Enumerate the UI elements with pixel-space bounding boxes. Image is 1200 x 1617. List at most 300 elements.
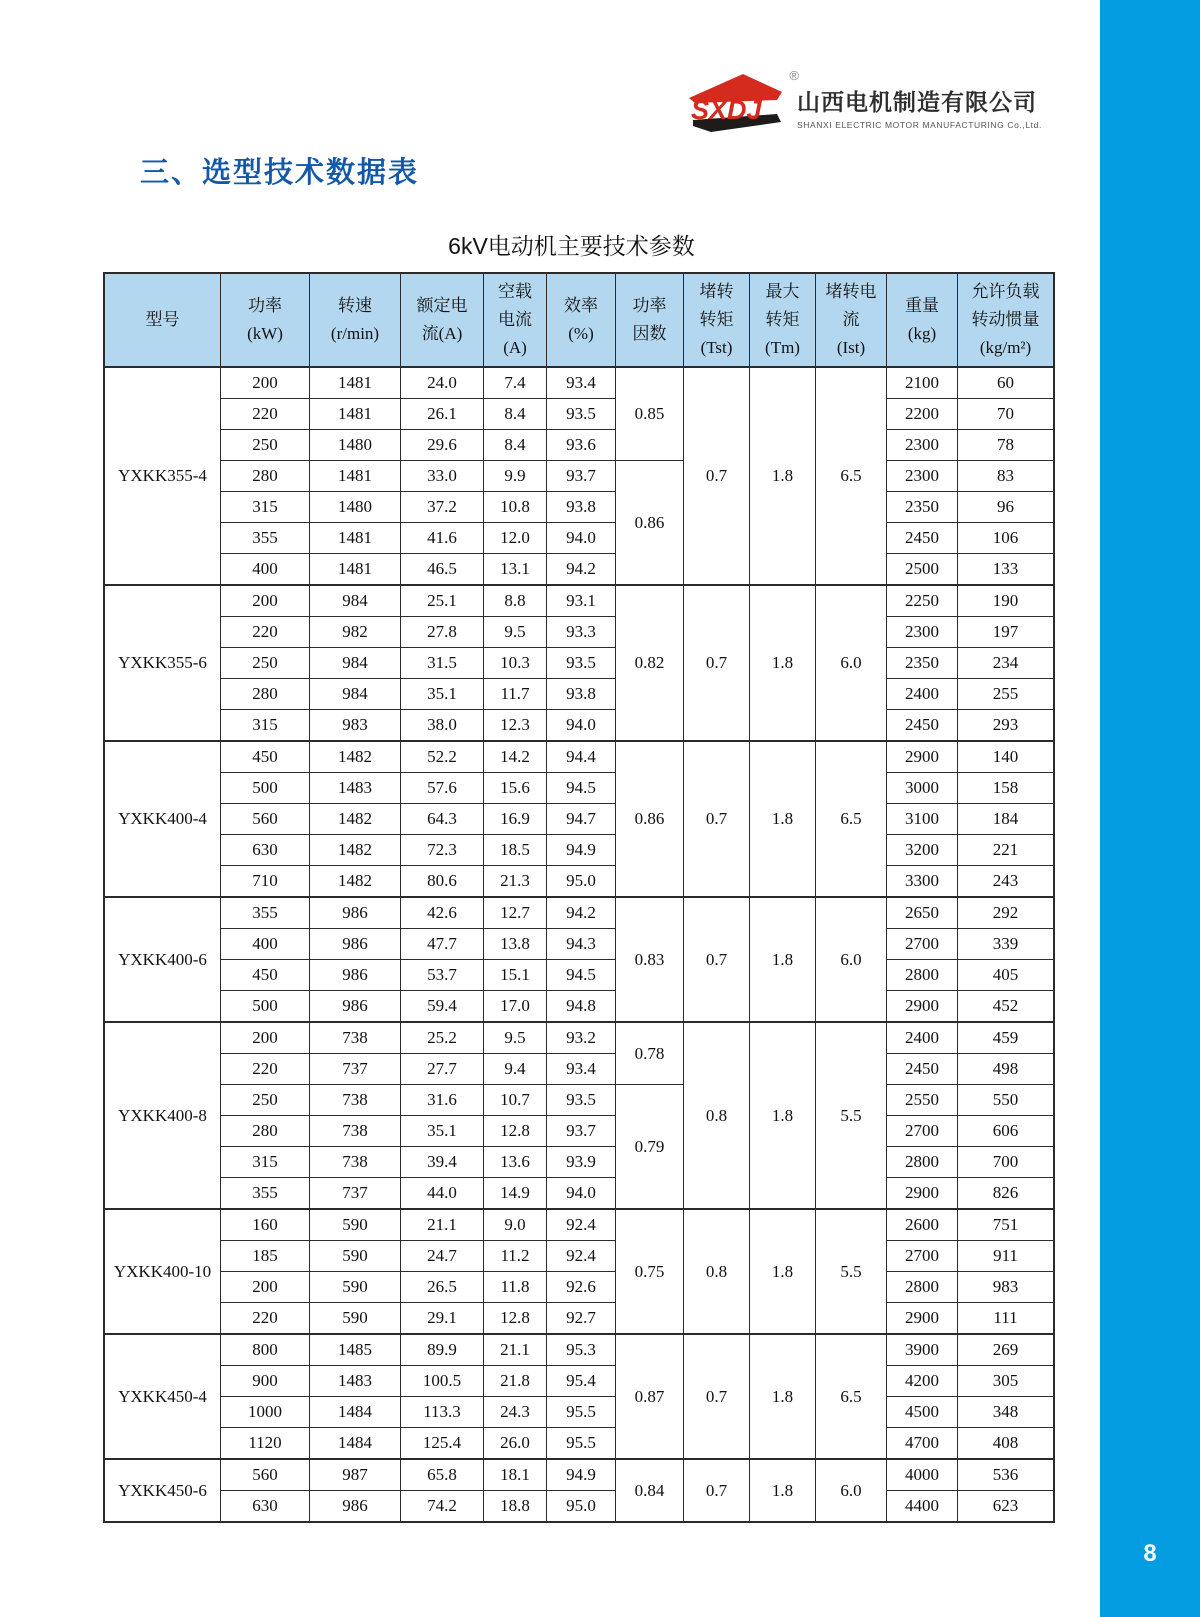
cell-weight: 2300 [887,617,958,648]
cell-power-kw: 200 [221,1022,310,1054]
column-header-1: 功率 (kW) [221,273,310,367]
cell-power-kw: 315 [221,1147,310,1178]
cell-inertia: 184 [958,804,1055,835]
sxdj-logo-icon [685,68,799,134]
cell-locked-rotor-current: 5.5 [816,1022,887,1209]
cell-rated-current: 25.1 [401,585,484,617]
table-row [104,1428,1054,1460]
cell-power-factor: 0.79 [616,1085,684,1210]
cell-rated-current: 25.2 [401,1022,484,1054]
cell-weight: 3900 [887,1334,958,1366]
cell-power-kw: 355 [221,523,310,554]
cell-power-kw: 250 [221,1085,310,1116]
cell-noload-current: 12.7 [484,897,547,929]
cell-noload-current: 8.8 [484,585,547,617]
cell-rated-current: 27.7 [401,1054,484,1085]
cell-power-kw: 185 [221,1241,310,1272]
cell-locked-rotor-current: 6.0 [816,585,887,741]
cell-noload-current: 12.3 [484,710,547,742]
cell-noload-current: 21.3 [484,866,547,898]
cell-rated-current: 72.3 [401,835,484,866]
cell-power-kw: 500 [221,773,310,804]
cell-weight: 2900 [887,741,958,773]
cell-locked-rotor-torque: 0.7 [684,897,750,1022]
cell-noload-current: 13.8 [484,929,547,960]
cell-weight: 2600 [887,1209,958,1241]
cell-weight: 2100 [887,367,958,399]
cell-rated-current: 24.7 [401,1241,484,1272]
cell-weight: 2650 [887,897,958,929]
cell-power-kw: 400 [221,554,310,586]
column-header-5: 效率 (%) [547,273,616,367]
table-row [104,960,1054,991]
cell-inertia: 255 [958,679,1055,710]
table-row [104,430,1054,461]
cell-rated-current: 42.6 [401,897,484,929]
cell-power-factor: 0.82 [616,585,684,741]
cell-locked-rotor-torque: 0.7 [684,367,750,585]
cell-noload-current: 26.0 [484,1428,547,1460]
cell-efficiency: 94.0 [547,710,616,742]
cell-noload-current: 15.1 [484,960,547,991]
cell-inertia: 96 [958,492,1055,523]
table-row [104,585,1054,617]
cell-weight: 4500 [887,1397,958,1428]
cell-power-kw: 250 [221,430,310,461]
cell-weight: 3200 [887,835,958,866]
cell-model: YXKK450-6 [104,1459,221,1522]
cell-rated-current: 74.2 [401,1491,484,1523]
table-row [104,710,1054,742]
cell-speed-rpm: 986 [310,960,401,991]
cell-inertia: 70 [958,399,1055,430]
cell-locked-rotor-current: 6.0 [816,897,887,1022]
cell-weight: 2900 [887,991,958,1023]
cell-noload-current: 15.6 [484,773,547,804]
cell-noload-current: 13.6 [484,1147,547,1178]
cell-model: YXKK355-6 [104,585,221,741]
cell-inertia: 292 [958,897,1055,929]
cell-speed-rpm: 1481 [310,523,401,554]
cell-power-factor: 0.84 [616,1459,684,1522]
cell-efficiency: 95.5 [547,1397,616,1428]
cell-efficiency: 93.5 [547,399,616,430]
cell-inertia: 83 [958,461,1055,492]
cell-speed-rpm: 1481 [310,367,401,399]
table-row [104,1272,1054,1303]
cell-weight: 4400 [887,1491,958,1523]
cell-inertia: 623 [958,1491,1055,1523]
cell-locked-rotor-torque: 0.7 [684,1459,750,1522]
cell-model: YXKK400-4 [104,741,221,897]
cell-rated-current: 29.6 [401,430,484,461]
cell-speed-rpm: 738 [310,1022,401,1054]
page-side-bar [1100,0,1200,1617]
cell-noload-current: 10.7 [484,1085,547,1116]
cell-speed-rpm: 590 [310,1303,401,1335]
cell-weight: 2450 [887,1054,958,1085]
cell-power-kw: 450 [221,960,310,991]
cell-noload-current: 8.4 [484,399,547,430]
table-title: 6kV电动机主要技术参数 [448,233,695,259]
cell-speed-rpm: 1485 [310,1334,401,1366]
column-header-8: 最大 转矩 (Tm) [750,273,816,367]
cell-noload-current: 9.5 [484,1022,547,1054]
cell-speed-rpm: 1481 [310,461,401,492]
cell-speed-rpm: 1480 [310,430,401,461]
cell-noload-current: 12.8 [484,1116,547,1147]
cell-rated-current: 100.5 [401,1366,484,1397]
table-row [104,897,1054,929]
cell-weight: 2900 [887,1303,958,1335]
cell-locked-rotor-current: 6.0 [816,1459,887,1522]
cell-max-torque: 1.8 [750,367,816,585]
cell-efficiency: 94.2 [547,897,616,929]
cell-power-kw: 315 [221,710,310,742]
cell-noload-current: 14.2 [484,741,547,773]
table-row [104,1022,1054,1054]
cell-inertia: 405 [958,960,1055,991]
table-row [104,1397,1054,1428]
cell-noload-current: 18.5 [484,835,547,866]
cell-noload-current: 11.2 [484,1241,547,1272]
cell-efficiency: 92.7 [547,1303,616,1335]
table-header-row [104,273,1054,367]
cell-inertia: 106 [958,523,1055,554]
cell-model: YXKK400-6 [104,897,221,1022]
cell-speed-rpm: 1480 [310,492,401,523]
cell-rated-current: 26.5 [401,1272,484,1303]
table-row [104,399,1054,430]
cell-noload-current: 21.8 [484,1366,547,1397]
cell-power-kw: 560 [221,804,310,835]
cell-rated-current: 64.3 [401,804,484,835]
cell-noload-current: 9.4 [484,1054,547,1085]
table-row [104,1491,1054,1523]
cell-max-torque: 1.8 [750,741,816,897]
column-header-0: 型号 [104,273,221,367]
table-row [104,804,1054,835]
column-header-9: 堵转电 流 (Ist) [816,273,887,367]
cell-locked-rotor-torque: 0.7 [684,741,750,897]
cell-speed-rpm: 1484 [310,1428,401,1460]
cell-rated-current: 38.0 [401,710,484,742]
cell-model: YXKK450-4 [104,1334,221,1459]
cell-speed-rpm: 982 [310,617,401,648]
cell-weight: 2300 [887,461,958,492]
table-row [104,866,1054,898]
cell-efficiency: 93.1 [547,585,616,617]
cell-rated-current: 59.4 [401,991,484,1023]
cell-efficiency: 93.7 [547,461,616,492]
company-logo [685,70,1042,134]
cell-weight: 2700 [887,1116,958,1147]
cell-power-kw: 800 [221,1334,310,1366]
column-header-2: 转速 (r/min) [310,273,401,367]
cell-power-factor: 0.75 [616,1209,684,1334]
cell-power-factor: 0.86 [616,461,684,586]
cell-inertia: 700 [958,1147,1055,1178]
cell-locked-rotor-torque: 0.8 [684,1209,750,1334]
cell-inertia: 269 [958,1334,1055,1366]
cell-speed-rpm: 984 [310,679,401,710]
table-row [104,1459,1054,1491]
company-name-cn: 山西电机制造有限公司 [797,89,1037,115]
cell-rated-current: 27.8 [401,617,484,648]
cell-weight: 2550 [887,1085,958,1116]
cell-noload-current: 9.0 [484,1209,547,1241]
cell-weight: 2900 [887,1178,958,1210]
cell-locked-rotor-torque: 0.7 [684,585,750,741]
cell-power-kw: 1000 [221,1397,310,1428]
cell-power-kw: 710 [221,866,310,898]
svg-text:SXDJ: SXDJ [691,95,762,125]
cell-weight: 2500 [887,554,958,586]
cell-inertia: 498 [958,1054,1055,1085]
company-name-en: SHANXI ELECTRIC MOTOR MANUFACTURING Co.,Ltd. [797,120,1042,130]
cell-efficiency: 94.5 [547,960,616,991]
cell-weight: 2200 [887,399,958,430]
cell-speed-rpm: 983 [310,710,401,742]
cell-power-kw: 200 [221,367,310,399]
table-row [104,1085,1054,1116]
cell-weight: 2450 [887,523,958,554]
cell-efficiency: 95.0 [547,866,616,898]
table-row [104,523,1054,554]
company-name-block [797,70,1042,130]
cell-rated-current: 47.7 [401,929,484,960]
cell-noload-current: 21.1 [484,1334,547,1366]
cell-power-kw: 280 [221,679,310,710]
cell-power-kw: 220 [221,1303,310,1335]
cell-noload-current: 10.3 [484,648,547,679]
cell-noload-current: 17.0 [484,991,547,1023]
cell-weight: 2450 [887,710,958,742]
cell-efficiency: 94.5 [547,773,616,804]
cell-efficiency: 93.4 [547,1054,616,1085]
cell-max-torque: 1.8 [750,1459,816,1522]
cell-power-factor: 0.87 [616,1334,684,1459]
cell-inertia: 197 [958,617,1055,648]
cell-speed-rpm: 986 [310,897,401,929]
column-header-4: 空载 电流 (A) [484,273,547,367]
cell-efficiency: 94.7 [547,804,616,835]
cell-speed-rpm: 590 [310,1209,401,1241]
cell-rated-current: 35.1 [401,1116,484,1147]
cell-power-factor: 0.83 [616,897,684,1022]
cell-noload-current: 24.3 [484,1397,547,1428]
cell-efficiency: 95.3 [547,1334,616,1366]
cell-noload-current: 10.8 [484,492,547,523]
table-row [104,648,1054,679]
cell-noload-current: 8.4 [484,430,547,461]
table-row [104,679,1054,710]
cell-weight: 2400 [887,679,958,710]
cell-rated-current: 46.5 [401,554,484,586]
cell-locked-rotor-torque: 0.7 [684,1334,750,1459]
column-header-11: 允许负载 转动惯量 (kg/m²) [958,273,1055,367]
cell-weight: 4700 [887,1428,958,1460]
cell-rated-current: 33.0 [401,461,484,492]
cell-weight: 2800 [887,960,958,991]
cell-inertia: 911 [958,1241,1055,1272]
cell-speed-rpm: 1484 [310,1397,401,1428]
cell-noload-current: 14.9 [484,1178,547,1210]
cell-inertia: 751 [958,1209,1055,1241]
cell-efficiency: 94.3 [547,929,616,960]
cell-power-factor: 0.78 [616,1022,684,1085]
cell-speed-rpm: 738 [310,1147,401,1178]
cell-model: YXKK400-10 [104,1209,221,1334]
table-row [104,929,1054,960]
cell-efficiency: 94.0 [547,523,616,554]
column-header-7: 堵转 转矩 (Tst) [684,273,750,367]
cell-efficiency: 93.5 [547,648,616,679]
cell-noload-current: 11.8 [484,1272,547,1303]
cell-inertia: 158 [958,773,1055,804]
table-row [104,1209,1054,1241]
cell-rated-current: 21.1 [401,1209,484,1241]
cell-efficiency: 94.9 [547,835,616,866]
cell-inertia: 536 [958,1459,1055,1491]
table-row [104,1116,1054,1147]
cell-noload-current: 12.0 [484,523,547,554]
cell-speed-rpm: 738 [310,1085,401,1116]
cell-weight: 3300 [887,866,958,898]
cell-noload-current: 7.4 [484,367,547,399]
table-row [104,492,1054,523]
cell-noload-current: 9.9 [484,461,547,492]
cell-speed-rpm: 1482 [310,741,401,773]
cell-rated-current: 26.1 [401,399,484,430]
cell-power-kw: 630 [221,1491,310,1523]
cell-inertia: 133 [958,554,1055,586]
cell-inertia: 293 [958,710,1055,742]
cell-efficiency: 93.6 [547,430,616,461]
table-row [104,461,1054,492]
cell-power-kw: 560 [221,1459,310,1491]
cell-inertia: 140 [958,741,1055,773]
cell-noload-current: 9.5 [484,617,547,648]
cell-inertia: 459 [958,1022,1055,1054]
cell-weight: 2800 [887,1272,958,1303]
cell-efficiency: 92.6 [547,1272,616,1303]
cell-weight: 4000 [887,1459,958,1491]
cell-power-kw: 220 [221,617,310,648]
cell-efficiency: 95.5 [547,1428,616,1460]
cell-rated-current: 89.9 [401,1334,484,1366]
cell-power-kw: 280 [221,1116,310,1147]
cell-noload-current: 12.8 [484,1303,547,1335]
table-row [104,1241,1054,1272]
column-header-10: 重量 (kg) [887,273,958,367]
cell-rated-current: 41.6 [401,523,484,554]
cell-power-kw: 355 [221,1178,310,1210]
cell-rated-current: 80.6 [401,866,484,898]
section-title: 三、选型技术数据表 [140,157,420,189]
table-body [104,367,1054,1522]
table-row [104,835,1054,866]
cell-efficiency: 94.4 [547,741,616,773]
cell-noload-current: 13.1 [484,554,547,586]
cell-rated-current: 65.8 [401,1459,484,1491]
table-row [104,1334,1054,1366]
cell-locked-rotor-current: 6.5 [816,741,887,897]
cell-inertia: 78 [958,430,1055,461]
motor-spec-table [103,272,1055,1523]
cell-weight: 2350 [887,648,958,679]
cell-rated-current: 35.1 [401,679,484,710]
cell-inertia: 234 [958,648,1055,679]
cell-efficiency: 92.4 [547,1241,616,1272]
cell-inertia: 408 [958,1428,1055,1460]
cell-noload-current: 16.9 [484,804,547,835]
cell-efficiency: 94.2 [547,554,616,586]
cell-power-kw: 900 [221,1366,310,1397]
cell-speed-rpm: 590 [310,1272,401,1303]
cell-weight: 2400 [887,1022,958,1054]
table-row [104,773,1054,804]
cell-noload-current: 18.1 [484,1459,547,1491]
cell-efficiency: 93.8 [547,492,616,523]
cell-power-kw: 200 [221,585,310,617]
cell-weight: 2700 [887,1241,958,1272]
cell-power-kw: 200 [221,1272,310,1303]
cell-efficiency: 92.4 [547,1209,616,1241]
table-row [104,367,1054,399]
cell-locked-rotor-torque: 0.8 [684,1022,750,1209]
cell-rated-current: 24.0 [401,367,484,399]
cell-efficiency: 94.0 [547,1178,616,1210]
cell-speed-rpm: 1483 [310,1366,401,1397]
cell-efficiency: 93.5 [547,1085,616,1116]
table-row [104,1303,1054,1335]
table-row [104,1366,1054,1397]
cell-speed-rpm: 987 [310,1459,401,1491]
sxdj-logo-svg [685,70,785,134]
cell-inertia: 190 [958,585,1055,617]
cell-rated-current: 44.0 [401,1178,484,1210]
cell-model: YXKK400-8 [104,1022,221,1209]
column-header-6: 功率 因数 [616,273,684,367]
cell-model: YXKK355-4 [104,367,221,585]
table-row [104,1147,1054,1178]
cell-power-kw: 630 [221,835,310,866]
cell-power-kw: 400 [221,929,310,960]
cell-speed-rpm: 1481 [310,554,401,586]
cell-rated-current: 31.5 [401,648,484,679]
cell-weight: 3000 [887,773,958,804]
cell-power-kw: 450 [221,741,310,773]
table-row [104,1054,1054,1085]
cell-rated-current: 53.7 [401,960,484,991]
cell-power-kw: 220 [221,1054,310,1085]
cell-inertia: 452 [958,991,1055,1023]
cell-efficiency: 93.8 [547,679,616,710]
cell-efficiency: 95.4 [547,1366,616,1397]
cell-rated-current: 29.1 [401,1303,484,1335]
cell-efficiency: 95.0 [547,1491,616,1523]
cell-speed-rpm: 986 [310,929,401,960]
cell-max-torque: 1.8 [750,1022,816,1209]
cell-inertia: 221 [958,835,1055,866]
cell-max-torque: 1.8 [750,1209,816,1334]
cell-power-kw: 160 [221,1209,310,1241]
cell-inertia: 983 [958,1272,1055,1303]
cell-inertia: 60 [958,367,1055,399]
cell-locked-rotor-current: 5.5 [816,1209,887,1334]
cell-weight: 2350 [887,492,958,523]
